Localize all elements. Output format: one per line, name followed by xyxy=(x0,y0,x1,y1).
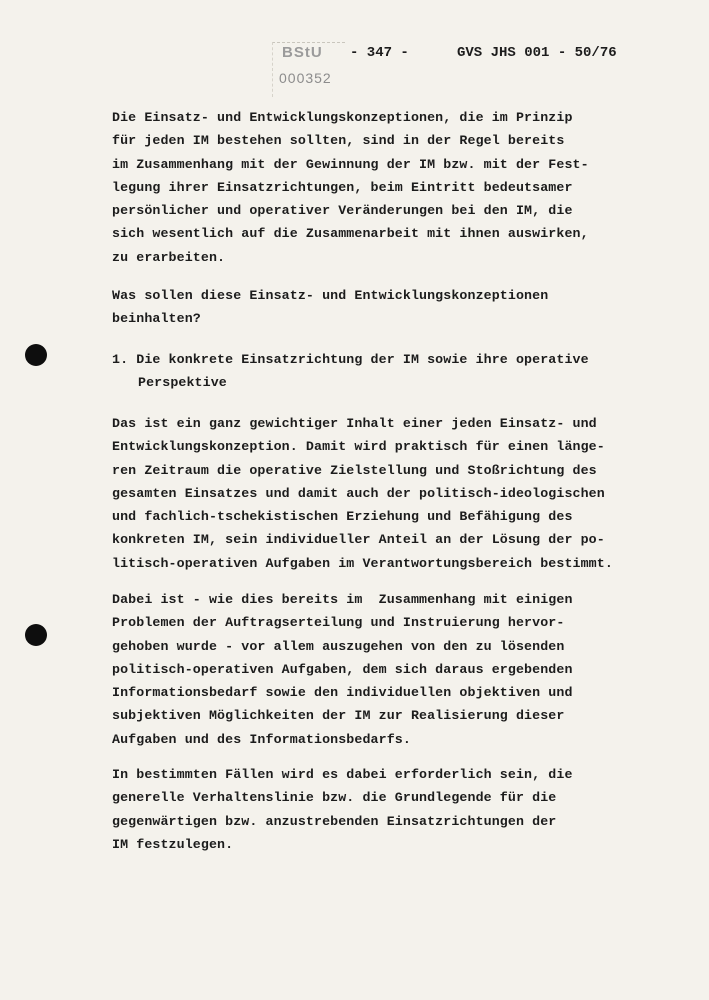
text-line: Entwicklungskonzeption. Damit wird praktisch für einen länge- xyxy=(112,439,605,455)
page-number: - 347 - xyxy=(350,45,409,61)
text-line: Das ist ein ganz gewichtiger Inhalt einer jeden Einsatz- und xyxy=(112,416,597,431)
paragraph-body-2 xyxy=(112,588,573,751)
text-line: gegenwärtigen bzw. anzustrebenden Einsatzrichtungen der xyxy=(112,813,557,829)
text-line: im Zusammenhang mit der Gewinnung der IM bzw. mit der Fest- xyxy=(112,156,589,172)
text-line: Problemen der Auftragserteilung und Instruierung hervor- xyxy=(112,615,565,631)
text-line: subjektiven Möglichkeiten der IM zur Realisierung dieser xyxy=(112,708,565,724)
text-line: ren Zeitraum die operative Zielstellung und Stoßrichtung des xyxy=(112,462,597,478)
text-line: 1. Die konkrete Einsatzrichtung der IM sowie ihre operative xyxy=(112,352,589,367)
archive-serial-number: 000352 xyxy=(279,70,332,86)
paragraph-question xyxy=(112,284,548,331)
text-line: Informationsbedarf sowie den individuellen objektiven und xyxy=(112,685,573,701)
bstu-stamp: BStU xyxy=(282,44,323,61)
text-line: Die Einsatz- und Entwicklungskonzeptionen, die im Prinzip xyxy=(112,110,573,125)
paragraph-intro xyxy=(112,106,589,269)
text-line: Aufgaben und des Informationsbedarfs. xyxy=(112,731,411,747)
text-line: und fachlich-tschekistischen Erziehung und Befähigung des xyxy=(112,509,573,525)
text-line: In bestimmten Fällen wird es dabei erforderlich sein, die xyxy=(112,767,573,782)
text-line: persönlicher und operativer Veränderungen bei den IM, die xyxy=(112,203,573,219)
punch-hole xyxy=(25,624,47,646)
text-line: Perspektive xyxy=(138,375,227,391)
text-line: gehoben wurde - vor allem auszugehen von den zu lösenden xyxy=(112,638,565,654)
text-line: litisch-operativen Aufgaben im Verantwortungsbereich bestimmt. xyxy=(112,555,613,571)
text-line: generelle Verhaltenslinie bzw. die Grundlegende für die xyxy=(112,790,557,806)
document-reference: GVS JHS 001 - 50/76 xyxy=(457,45,617,61)
text-line: für jeden IM bestehen sollten, sind in der Regel bereits xyxy=(112,133,565,149)
text-line: legung ihrer Einsatzrichtungen, beim Eintritt bedeutsamer xyxy=(112,179,573,195)
section-heading-1 xyxy=(112,348,589,395)
text-line: sich wesentlich auf die Zusammenarbeit mit ihnen auswirken, xyxy=(112,226,589,242)
text-line: IM festzulegen. xyxy=(112,836,234,852)
text-line: konkreten IM, sein individueller Anteil an der Lösung der po- xyxy=(112,532,605,548)
text-line: Dabei ist - wie dies bereits im Zusammenhang mit einigen xyxy=(112,592,573,607)
text-line: zu erarbeiten. xyxy=(112,249,226,265)
text-line: politisch-operativen Aufgaben, dem sich daraus ergebenden xyxy=(112,661,573,677)
text-line: Was sollen diese Einsatz- und Entwicklungskonzeptionen xyxy=(112,288,549,303)
paragraph-body-1 xyxy=(112,412,613,575)
text-line: gesamten Einsatzes und damit auch der politisch-ideologischen xyxy=(112,485,605,501)
paragraph-body-3 xyxy=(112,763,573,856)
text-line: beinhalten? xyxy=(112,311,201,327)
punch-hole xyxy=(25,344,47,366)
